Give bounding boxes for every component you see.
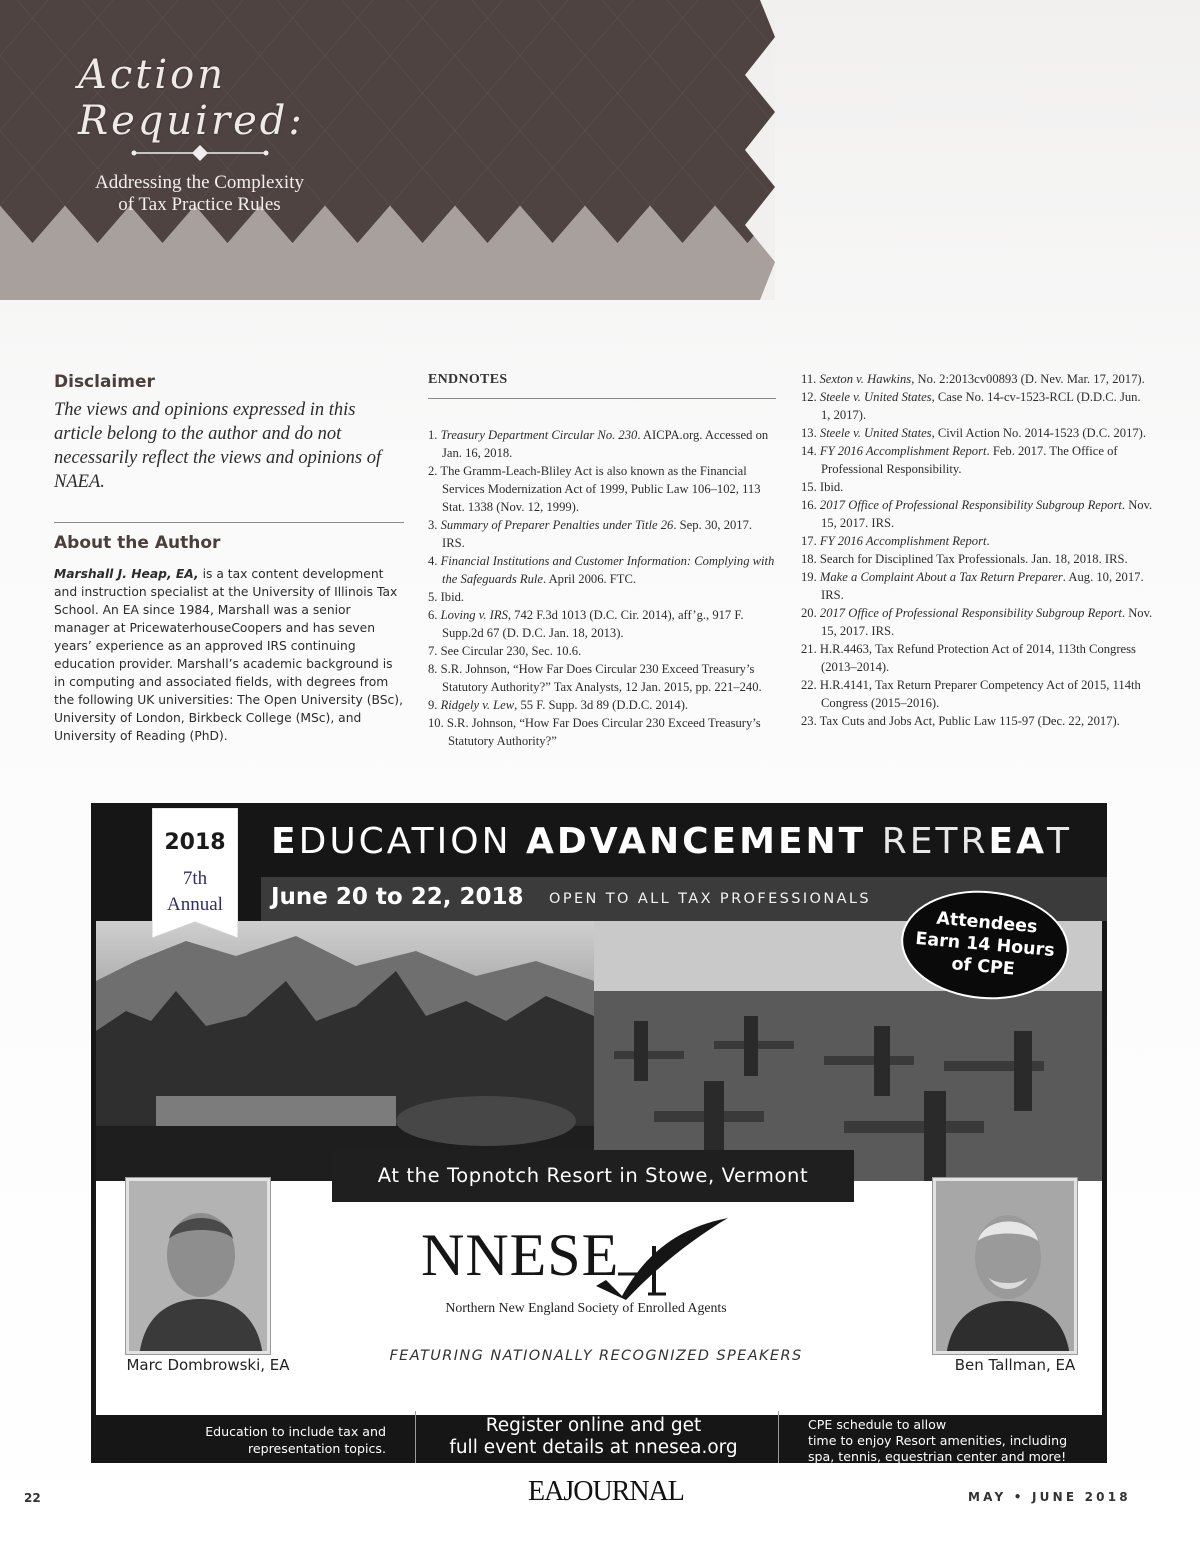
footer-cpe-text: CPE schedule to allow time to enjoy Resort amenities, including spa, tennis, equestrian center and more!: [808, 1417, 1068, 1463]
endnote-citation: FY 2016 Accomplishment Report: [819, 444, 987, 458]
divider: [54, 522, 404, 523]
header-banner: [0, 0, 775, 300]
endnote-item: [428, 426, 776, 462]
issue-date: MAY • JUNE 2018: [968, 1490, 1131, 1504]
speaker-photo-right: [933, 1178, 1077, 1354]
nnesea-subtitle: Northern New England Society of Enrolled Agents: [445, 1300, 727, 1315]
endnote-number: 21.: [801, 642, 820, 656]
endnote-number: 13.: [801, 426, 820, 440]
nnesea-logo: NNESE: [421, 1222, 620, 1288]
endnote-number: 23.: [801, 714, 820, 728]
ad-title-part: RETR: [881, 821, 989, 862]
anniversary-ribbon: [152, 808, 238, 938]
endnote-item: [428, 552, 776, 588]
endnote-item: [801, 388, 1153, 424]
endnote-citation: Make a Complaint About a Tax Return Preparer: [819, 570, 1063, 584]
endnote-item: [801, 532, 1153, 550]
endnote-text: Ibid.: [819, 480, 844, 494]
endnote-text: Search for Disciplined Tax Professionals. Jan. 18, 2018. IRS.: [819, 552, 1128, 566]
endnote-item: [801, 640, 1153, 676]
endnote-number: 16.: [801, 498, 820, 512]
endnote-item: [801, 424, 1153, 442]
endnote-citation: Loving v. IRS: [440, 608, 508, 622]
endnote-text: , Case No. 14-cv-1523-RCL (D.D.C. Jun. 1, 2017).: [821, 390, 1141, 422]
speaker-photo-left: [126, 1178, 270, 1354]
ad-title-part: EA: [988, 821, 1047, 862]
endnote-text: . April 2006. FTC.: [542, 572, 637, 586]
endnote-citation: Sexton v. Hawkins: [819, 372, 912, 386]
endnote-citation: Steele v. United States: [819, 390, 932, 404]
endnote-text: Tax Cuts and Jobs Act, Public Law 115-97 (Dec. 22, 2017).: [819, 714, 1120, 728]
endnote-item: [801, 568, 1153, 604]
endnote-text: . Sep. 30, 2017. IRS.: [442, 518, 753, 550]
ad-title-part: A: [525, 821, 557, 862]
endnote-number: 2.: [428, 464, 441, 478]
endnote-item: [801, 496, 1153, 532]
article-title: Action Required:: [78, 52, 305, 144]
endnote-text: . Nov. 15, 2017. IRS.: [821, 498, 1153, 530]
endnotes-list-1: [428, 426, 776, 750]
open-to-label: OPEN TO ALL TAX PROFESSIONALS: [549, 891, 872, 907]
endnote-text: . Aug. 10, 2017. IRS.: [821, 570, 1144, 602]
endnote-item: [428, 696, 776, 714]
ad-title-part: E: [271, 821, 299, 862]
endnote-number: 18.: [801, 552, 820, 566]
endnote-text: S.R. Johnson, “How Far Does Circular 230 Exceed Treasury’s Statutory Authority?”: [446, 716, 761, 748]
endnote-item: [801, 478, 1153, 496]
endnote-citation: Steele v. United States: [819, 426, 932, 440]
endnotes-list-2: [801, 370, 1153, 730]
endnote-number: 11.: [801, 372, 820, 386]
endnote-number: 4.: [428, 554, 441, 568]
disclaimer-text: The views and opinions expressed in this article belong to the author and do not necessarily reflect the views and opinions of NAEA.: [54, 400, 382, 492]
endnote-text: Ibid.: [440, 590, 465, 604]
left-column: [54, 372, 404, 745]
endnote-citation: Financial Institutions and Customer Information: Complying with the Safeguards Rule: [440, 554, 775, 586]
footer-education-text: Education to include tax and representation topics.: [205, 1424, 386, 1456]
endnote-text: . Nov. 15, 2017. IRS.: [821, 606, 1153, 638]
about-author-heading: About the Author: [54, 533, 221, 553]
author-bio: [54, 565, 404, 745]
endnote-number: 7.: [428, 644, 441, 658]
endnote-citation: Ridgely v. Lew: [440, 698, 515, 712]
endnote-item: [801, 604, 1153, 640]
endnote-number: 10.: [428, 716, 447, 730]
endnote-item: [428, 660, 776, 696]
ribbon-annual: Annual: [167, 894, 223, 915]
endnote-citation: Treasury Department Circular No. 230: [440, 428, 638, 442]
ad-title: [271, 821, 1091, 862]
endnotes-heading: ENDNOTES: [428, 372, 776, 399]
endnote-item: [801, 712, 1153, 730]
endnote-citation: Summary of Preparer Penalties under Title 26: [440, 518, 674, 532]
endnote-item: [801, 550, 1153, 568]
endnote-text: , 742 F.3d 1013 (D.C. Cir. 2014), aff’g., 917 F. Supp.2d 67 (D. D.C. Jan. 18, 2013).: [442, 608, 744, 640]
ad-title-part: T: [1046, 821, 1072, 862]
diamond-pattern: [0, 0, 775, 300]
endnote-citation: 2017 Office of Professional Responsibility Subgroup Report: [819, 498, 1122, 512]
speaker-name-left: Marc Dombrowski, EA: [126, 1356, 290, 1374]
event-advertisement: [91, 803, 1107, 1463]
endnote-citation: 2017 Office of Professional Responsibility Subgroup Report: [819, 606, 1122, 620]
disclaimer-heading: Disclaimer: [54, 372, 155, 392]
endnote-text: H.R.4141, Tax Return Preparer Competency Act of 2015, 114th Congress (2015–2016).: [819, 678, 1141, 710]
endnote-text: , Civil Action No. 2014-1523 (D.C. 2017).: [931, 426, 1147, 440]
endnote-item: [428, 588, 776, 606]
ribbon-ordinal: 7th: [182, 868, 208, 889]
endnote-number: 15.: [801, 480, 820, 494]
endnote-item: [428, 606, 776, 642]
endnote-number: 14.: [801, 444, 820, 458]
ad-title-part: DVANCEMENT: [556, 821, 882, 862]
author-name: Marshall J. Heap, EA,: [54, 567, 199, 581]
endnote-text: The Gramm-Leach-Bliley Act is also known as the Financial Services Modernization Act of 1999, Public Law 106–102, 113 Stat. 1338 (Nov. 12, 1999).: [440, 464, 761, 514]
endnote-item: [801, 442, 1153, 478]
endnote-item: [801, 370, 1153, 388]
featuring-label: FEATURING NATIONALLY RECOGNIZED SPEAKERS: [389, 1348, 803, 1364]
endnote-number: 20.: [801, 606, 820, 620]
endnote-number: 17.: [801, 534, 820, 548]
endnote-text: .: [986, 534, 990, 548]
endnote-number: 8.: [428, 662, 441, 676]
landscape-photo: [96, 921, 594, 1181]
endnote-number: 19.: [801, 570, 820, 584]
endnote-number: 6.: [428, 608, 441, 622]
author-bio-text: is a tax content development and instruction specialist at the University of Illinois Tax School. An EA since 1984, Marshall was a senior manager at PricewaterhouseCoopers and has seven years’ experience as an approved IRS continuing education provider. Marshall’s academic background is in computing and associated fields, with degrees from the following UK universities: The Open University (BSc), University of London, Birkbeck College (MSc), and University of Reading (PhD).: [54, 567, 404, 743]
endnote-number: 12.: [801, 390, 820, 404]
endnote-item: [428, 462, 776, 516]
event-location: At the Topnotch Resort in Stowe, Vermont: [332, 1150, 854, 1202]
event-dates: June 20 to 22, 2018: [271, 884, 524, 910]
endnote-item: [428, 516, 776, 552]
ad-title-part: DUCATION: [298, 821, 526, 862]
endnote-item: [428, 714, 776, 750]
register-link[interactable]: Register online and get full event details at nnesea.org: [449, 1415, 738, 1458]
ribbon-year: 2018: [164, 830, 226, 855]
ornament-divider-icon: [130, 143, 270, 163]
journal-logo: EAJOURNAL: [528, 1476, 684, 1507]
endnote-text: S.R. Johnson, “How Far Does Circular 230 Exceed Treasury’s Statutory Authority?” Tax Analysts, 12 Jan. 2015, pp. 221–240.: [440, 662, 762, 694]
endnote-item: [428, 642, 776, 660]
cpe-badge-text: Attendees Earn 14 Hours of CPE: [914, 908, 1056, 980]
endnote-text: , 55 F. Supp. 3d 89 (D.D.C. 2014).: [514, 698, 689, 712]
endnote-number: 5.: [428, 590, 441, 604]
endnote-item: [801, 676, 1153, 712]
footer-divider: [778, 1411, 779, 1463]
endnote-text: See Circular 230, Sec. 10.6.: [440, 644, 582, 658]
endnote-text: , No. 2:2013cv00893 (D. Nev. Mar. 17, 2017).: [911, 372, 1145, 386]
endnote-number: 9.: [428, 698, 441, 712]
page-number: 22: [24, 1491, 41, 1505]
endnote-citation: FY 2016 Accomplishment Report: [819, 534, 987, 548]
article-subtitle: Addressing the Complexity of Tax Practice Rules: [95, 172, 304, 215]
endnote-number: 3.: [428, 518, 441, 532]
endnote-number: 1.: [428, 428, 441, 442]
ad-footer: [91, 1415, 1107, 1463]
endnote-number: 22.: [801, 678, 820, 692]
checkmark-a-icon: [596, 1216, 736, 1300]
endnote-text: . Feb. 2017. The Office of Professional Responsibility.: [821, 444, 1118, 476]
endnote-text: H.R.4463, Tax Refund Protection Act of 2014, 113th Congress (2013–2014).: [819, 642, 1136, 674]
speaker-name-right: Ben Tallman, EA: [954, 1356, 1076, 1374]
endnote-text: . AICPA.org. Accessed on Jan. 16, 2018.: [442, 428, 769, 460]
